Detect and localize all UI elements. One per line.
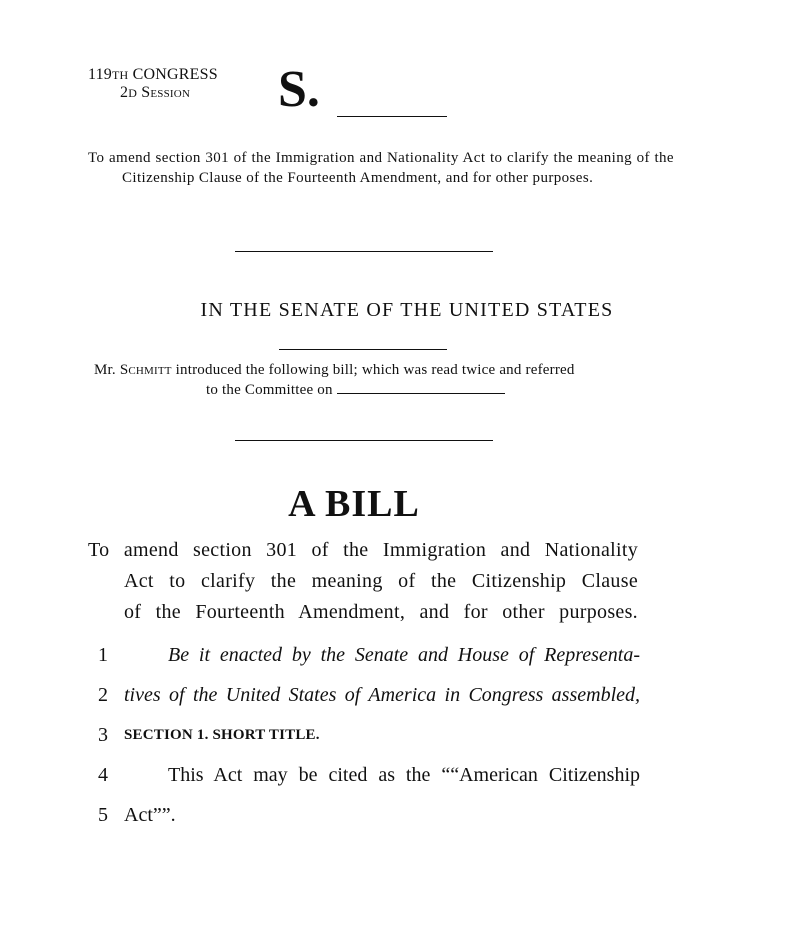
line-number: 2 [98,684,108,706]
senate-heading: IN THE SENATE OF THE UNITED STATES [200,299,614,321]
bill-text-line [88,635,640,675]
bill-text-line [88,755,640,795]
line-number: 5 [98,804,108,826]
congress-session-block [88,66,218,102]
session-word: Session [141,84,191,101]
enacting-clause-line-2: tives of the United States of America in Congress assembled, [124,684,640,706]
sponsor-name: Schmitt [119,362,172,378]
bill-number-blank [337,116,447,117]
long-purpose-line-2: Act to clarify the meaning of the Citizenship Clause [124,570,638,592]
long-purpose-line-1: To amend section 301 of the Immigration and Nationality [88,539,638,561]
introduction-line-2 [94,380,634,400]
line-number: 4 [98,764,108,786]
introduction-statement [94,360,634,400]
session-ordinal: D [128,86,138,100]
congress-ordinal: TH [112,68,129,82]
line-number: 3 [98,724,108,746]
bill-text-line [88,675,640,715]
introduction-line-1 [94,360,634,380]
short-title-line-1: This Act may be cited as the ““American Citizenship [168,764,640,786]
bill-label: A BILL [288,483,420,525]
divider-rule [235,251,493,252]
session-number: 2 [120,84,129,101]
sponsor-prefix: Mr. [94,362,116,378]
committee-blank [337,383,505,394]
divider-rule [235,440,493,441]
congress-line [88,66,218,84]
line-number: 1 [98,644,108,666]
congress-word: CONGRESS [132,66,218,83]
bill-text-line [88,795,640,835]
session-line [88,84,218,102]
short-divider-rule [279,349,447,350]
committee-text: to the Committee on [206,382,333,398]
section-heading: SECTION 1. SHORT TITLE. [124,727,320,743]
bill-prefix: S. [278,61,320,118]
long-purpose [88,535,638,628]
enacting-clause-line-1: Be it enacted by the Senate and House of Representa- [168,644,640,666]
congress-number: 119 [88,66,113,83]
introduction-text: introduced the following bill; which was read twice and referred [175,362,575,378]
short-purpose: To amend section 301 of the Immigration and Nationality Act to clarify the meaning of the Citizenship Clause of the Fourteenth Amendment, and for other purposes. [88,150,674,186]
bill-text-line [88,715,640,755]
long-purpose-line-3: of the Fourteenth Amendment, and for other purposes. [124,601,638,623]
short-title-line-2: Act””. [124,804,176,826]
